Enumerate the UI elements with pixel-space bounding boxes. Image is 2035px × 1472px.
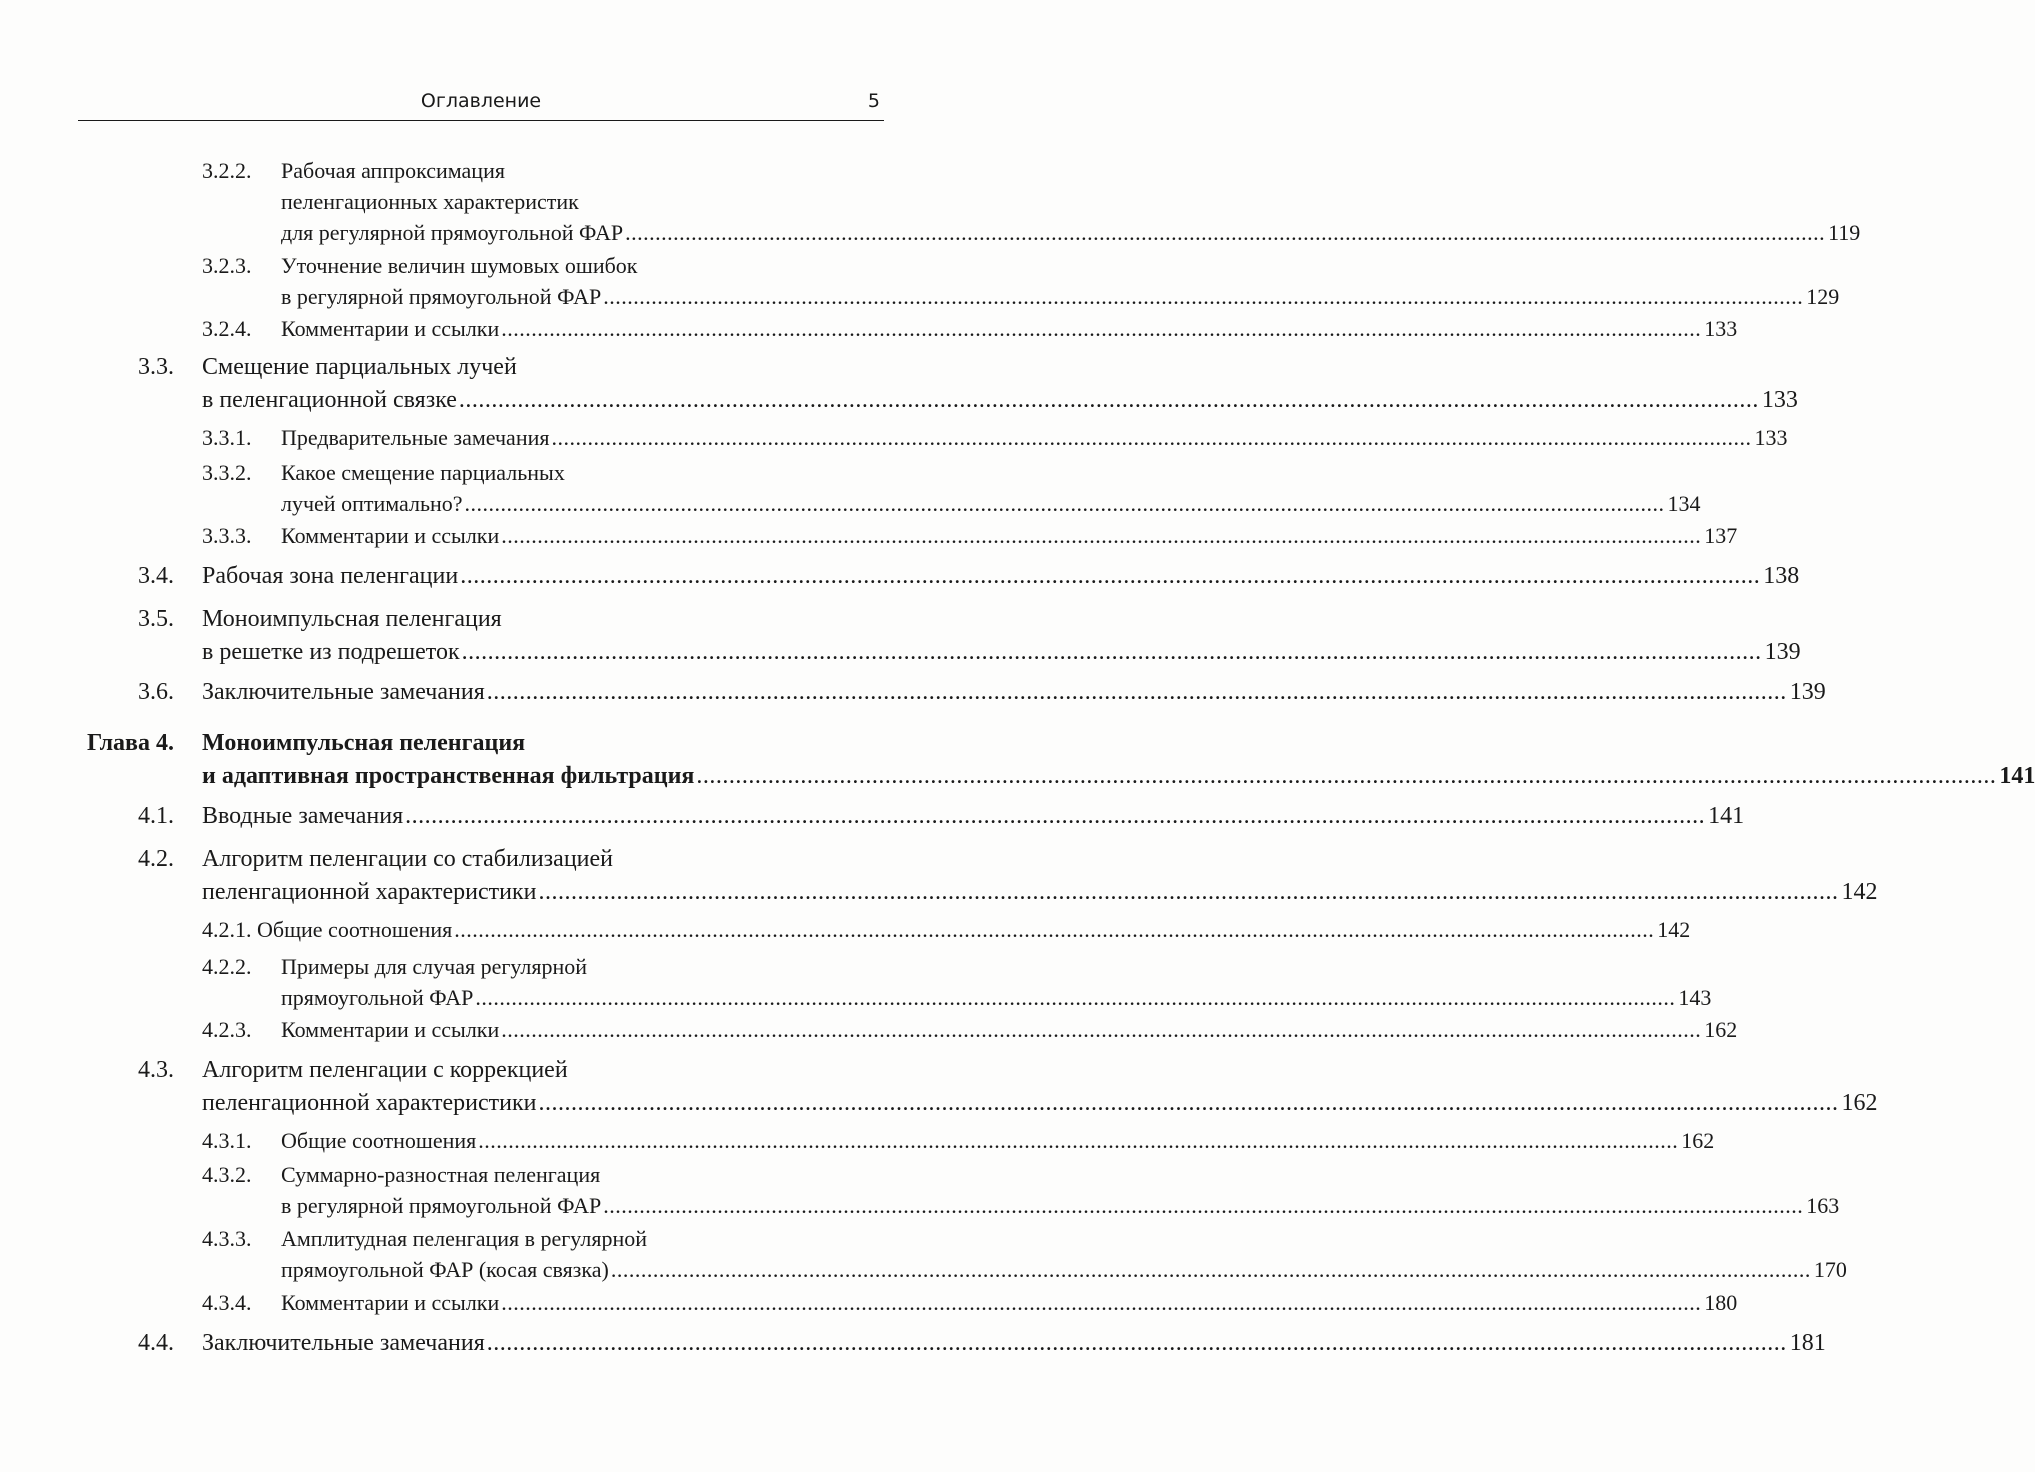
toc-entry-number: 4.1.	[138, 803, 174, 829]
dot-leader: ........................................................................................................................................................................................................	[610, 1257, 1811, 1282]
toc-entry-page: 119	[1828, 220, 1861, 245]
dot-leader: ........................................................................................................................................................................................................	[460, 563, 1761, 589]
toc-entry-number: 3.2.3.	[202, 253, 252, 278]
toc-entry-title-line: Комментарии и ссылки	[281, 316, 500, 341]
toc-entry-page: 133	[1761, 387, 1798, 413]
toc-entry-title-line: в регулярной прямоугольной ФАР	[281, 1193, 602, 1218]
toc-entry-page: 139	[1789, 679, 1826, 705]
toc-entry-page: 133	[1754, 425, 1788, 450]
dot-leader: ........................................................................................................................................................................................................	[538, 879, 1839, 905]
toc-entry-number: 3.3.3.	[202, 523, 252, 548]
toc-entry-number: 4.2.1.	[202, 917, 252, 942]
running-header-title: Оглавление	[420, 90, 542, 112]
toc-entry-page: 163	[1806, 1193, 1840, 1218]
toc-entry-page: 139	[1764, 639, 1801, 665]
toc-entry-page: 142	[1657, 917, 1691, 942]
toc-entry-page: 170	[1813, 1257, 1847, 1282]
toc-entry-title-line: Рабочая зона пеленгации	[202, 563, 459, 589]
toc-entry-number: 4.3.1.	[202, 1128, 252, 1153]
dot-leader: ........................................................................................................................................................................................................	[551, 425, 1752, 450]
toc-entry-title-line: Амплитудная пеленгация в регулярной	[281, 1226, 647, 1251]
toc-entry-page: 181	[1789, 1330, 1826, 1356]
toc-entry-number: 4.3.3.	[202, 1226, 252, 1251]
toc-entry-title-line: в регулярной прямоугольной ФАР	[281, 284, 602, 309]
toc-entry-title-line: Вводные замечания	[202, 803, 404, 829]
toc-entry-page: 129	[1806, 284, 1840, 309]
toc-entry-title-line: Общие соотношения	[257, 917, 453, 942]
toc-entry-page: 162	[1841, 1090, 1878, 1116]
toc-entry-title-line: Уточнение величин шумовых ошибок	[281, 253, 638, 278]
toc-entry-title-line: Комментарии и ссылки	[281, 1017, 500, 1042]
toc-entry-page: 133	[1704, 316, 1738, 341]
dot-leader: ........................................................................................................................................................................................................	[501, 1017, 1702, 1042]
dot-leader: ........................................................................................................................................................................................................	[454, 917, 1655, 942]
toc-entry-number: 3.3.2.	[202, 460, 252, 485]
toc-entry-page: 143	[1678, 985, 1712, 1010]
toc-entry-number: 3.3.1.	[202, 425, 252, 450]
toc-entry-number: 3.5.	[138, 606, 174, 632]
toc-entry-number: 3.3.	[138, 354, 174, 380]
dot-leader: ........................................................................................................................................................................................................	[625, 220, 1826, 245]
toc-entry-title-line: прямоугольной ФАР (косая связка)	[281, 1257, 609, 1282]
toc-entry-number: 4.3.2.	[202, 1162, 252, 1187]
toc-entry-title-line: Алгоритм пеленгации со стабилизацией	[202, 846, 613, 872]
toc-entry-page: 141	[1708, 803, 1745, 829]
dot-leader: ........................................................................................................................................................................................................	[486, 1330, 1787, 1356]
toc-entry-title-line: для регулярной прямоугольной ФАР	[281, 220, 624, 245]
toc-entry-title-line: Алгоритм пеленгации с коррекцией	[202, 1057, 568, 1083]
toc-entry-title-line: Смещение парциальных лучей	[202, 354, 517, 380]
toc-entry-number: 4.3.	[138, 1057, 174, 1083]
dot-leader: ........................................................................................................................................................................................................	[478, 1128, 1679, 1153]
page-number: 5	[867, 90, 880, 112]
toc-entry-number: 4.2.2.	[202, 954, 252, 979]
toc-entry-page: 137	[1704, 523, 1738, 548]
toc-entry-title-line: Моноимпульсная пеленгация	[202, 606, 502, 632]
toc-entry-page: 138	[1763, 563, 1800, 589]
toc-entry-title-line: в пеленгационной связке	[202, 387, 457, 413]
toc-entry-title-line: Моноимпульсная пеленгация	[202, 730, 526, 756]
toc-entry-number: 3.2.4.	[202, 316, 252, 341]
toc-entry-title-line: пеленгационных характеристик	[281, 189, 579, 214]
toc-entry-title-line: пеленгационной характеристики	[202, 1090, 537, 1116]
toc-entry-title-line: пеленгационной характеристики	[202, 879, 537, 905]
dot-leader: ........................................................................................................................................................................................................	[501, 316, 1702, 341]
toc-entry-page: 162	[1681, 1128, 1715, 1153]
toc-entry-title-line: Суммарно-разностная пеленгация	[281, 1162, 601, 1187]
toc-entry-page: 162	[1704, 1017, 1738, 1042]
dot-leader: ........................................................................................................................................................................................................	[696, 763, 1997, 789]
dot-leader: ........................................................................................................................................................................................................	[603, 284, 1804, 309]
toc-entry-title-line: лучей оптимально?	[281, 491, 463, 516]
toc-entry-page: 180	[1704, 1290, 1738, 1315]
toc-entry-number: 4.3.4.	[202, 1290, 252, 1315]
dot-leader: ........................................................................................................................................................................................................	[603, 1193, 1804, 1218]
dot-leader: ........................................................................................................................................................................................................	[501, 523, 1702, 548]
toc-entry-title-line: Примеры для случая регулярной	[281, 954, 588, 979]
dot-leader: ........................................................................................................................................................................................................	[461, 639, 1762, 665]
toc-entry-title-line: и адаптивная пространственная фильтрация	[202, 763, 695, 789]
toc-entry-title-line: Предварительные замечания	[281, 425, 550, 450]
running-header	[78, 86, 884, 121]
toc-chapter-number: Глава 4.	[87, 730, 174, 756]
toc-entry-number: 4.2.3.	[202, 1017, 252, 1042]
toc-entry-title-line: Заключительные замечания	[202, 679, 485, 705]
toc-entry-title-line: в решетке из подрешеток	[202, 639, 460, 665]
toc-entry-title-line: Комментарии и ссылки	[281, 1290, 500, 1315]
dot-leader: ........................................................................................................................................................................................................	[538, 1090, 1839, 1116]
toc-entry-page: 142	[1841, 879, 1878, 905]
dot-leader: ........................................................................................................................................................................................................	[475, 985, 1676, 1010]
toc-entry-title-line: Какое смещение парциальных	[281, 460, 565, 485]
toc-entry-number: 4.4.	[138, 1330, 174, 1356]
toc-entry-number: 4.2.	[138, 846, 174, 872]
toc-entry-number: 3.6.	[138, 679, 174, 705]
dot-leader: ........................................................................................................................................................................................................	[405, 803, 1706, 829]
toc-entry-title-line: Комментарии и ссылки	[281, 523, 500, 548]
dot-leader: ........................................................................................................................................................................................................	[486, 679, 1787, 705]
toc-entry-title-line: Рабочая аппроксимация	[281, 158, 505, 183]
toc-entry-title-line: прямоугольной ФАР	[281, 985, 474, 1010]
dot-leader: ........................................................................................................................................................................................................	[464, 491, 1665, 516]
toc-entry-number: 3.4.	[138, 563, 174, 589]
toc-entry-title-line: Заключительные замечания	[202, 1330, 485, 1356]
toc-entry-number: 3.2.2.	[202, 158, 252, 183]
toc-entry-page: 134	[1667, 491, 1701, 516]
dot-leader: ........................................................................................................................................................................................................	[501, 1290, 1702, 1315]
toc-entry-page: 141	[1999, 763, 2035, 789]
dot-leader: ........................................................................................................................................................................................................	[458, 387, 1759, 413]
toc-entry-title-line: Общие соотношения	[281, 1128, 477, 1153]
